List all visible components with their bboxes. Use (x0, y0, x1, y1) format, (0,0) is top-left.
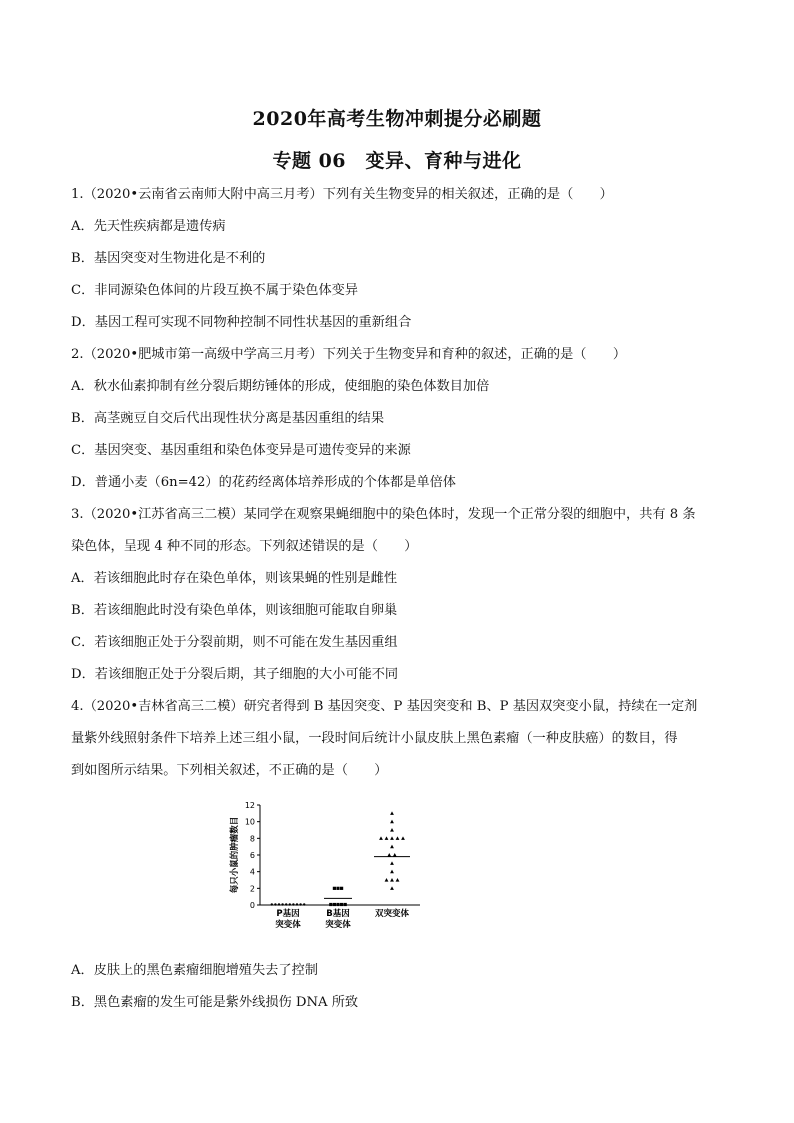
question-4-stem-line-1: 4.（2020•吉林省高三二模）研究者得到 B 基因突变、P 基因突变和 B、P 基因双突变小鼠，持续在一定剂 (71, 699, 698, 714)
question-2-stem: 2.（2020•肥城市第一高级中学高三月考）下列关于生物变异和育种的叙述，正确的是（ ） (71, 347, 627, 362)
x-tick-label: P基因 (276, 909, 300, 919)
y-tick-label: 4 (249, 867, 255, 877)
question-1-option-c: C．非同源染色体间的片段互换不属于染色体变异 (71, 283, 359, 298)
data-point-circle (289, 903, 291, 905)
question-4-stem-line-2: 量紫外线照射条件下培养上述三组小鼠，一段时间后统计小鼠皮肤上黑色素瘤（一种皮肤癌）的数目，得 (71, 731, 678, 746)
question-1-option-b: B．基因突变对生物进化是不利的 (71, 251, 266, 266)
data-point-circle (299, 903, 301, 905)
data-point-triangle (390, 861, 394, 865)
x-tick-label: B基因 (326, 909, 350, 919)
data-point-circle (278, 903, 280, 905)
data-point-triangle (390, 828, 394, 832)
y-axis-label: 每只小鼠的肿瘤数目 (230, 816, 240, 894)
data-point-triangle (385, 878, 389, 882)
question-3-option-b: B．若该细胞此时没有染色单体，则该细胞可能取自卵巢 (71, 603, 398, 618)
tumor-scatter-chart (220, 795, 430, 945)
question-1-option-a: A．先天性疾病都是遗传病 (71, 219, 226, 234)
y-tick-label: 0 (249, 901, 255, 910)
data-point-triangle (390, 878, 394, 882)
x-tick-label-line-2: 突变体 (275, 920, 301, 930)
question-1-stem: 1.（2020•云南省云南师大附中高三月考）下列有关生物变异的相关叙述，正确的是（ ） (71, 187, 613, 202)
y-tick-label: 2 (249, 884, 255, 894)
data-point-triangle (390, 870, 394, 874)
question-2-option-d: D．普通小麦（6n=42）的花药经离体培养形成的个体都是单倍体 (71, 475, 456, 490)
question-3-option-c: C．若该细胞正处于分裂前期，则不可能在发生基因重组 (71, 635, 398, 650)
data-point-circle (274, 903, 276, 905)
question-2-option-b: B．高茎豌豆自交后代出现性状分离是基因重组的结果 (71, 411, 385, 426)
page-title: 2020年高考生物冲刺提分必刷题 (252, 108, 542, 130)
data-point-square (344, 903, 347, 906)
data-point-triangle (390, 811, 394, 815)
x-tick-label-line-2: 突变体 (325, 920, 351, 930)
x-tick-label: 双突变体 (374, 909, 410, 919)
data-point-triangle (390, 886, 394, 890)
question-1-option-d: D．基因工程可实现不同物种控制不同性状基因的重新组合 (71, 315, 412, 330)
y-tick-label: 6 (249, 851, 255, 860)
data-point-triangle (390, 845, 394, 849)
question-4-option-a: A．皮肤上的黑色素瘤细胞增殖失去了控制 (71, 963, 318, 978)
question-2-option-a: A．秋水仙素抑制有丝分裂后期纺锤体的形成，使细胞的染色体数目加倍 (71, 379, 490, 394)
question-3-stem-line-1: 3.（2020•江苏省高三二模）某同学在观察果蝇细胞中的染色体时，发现一个正常分裂的细胞中，共有 8 条 (71, 507, 696, 522)
data-point-triangle (401, 836, 405, 840)
data-point-square (340, 903, 343, 906)
y-tick-label: 12 (244, 801, 255, 810)
data-point-triangle (390, 836, 394, 840)
data-point-triangle (379, 836, 383, 840)
question-3-stem-line-2: 染色体，呈现 4 种不同的形态。下列叙述错误的是（ ） (71, 539, 418, 554)
data-point-circle (281, 903, 283, 905)
data-point-square (333, 887, 336, 890)
data-point-triangle (385, 836, 389, 840)
data-point-triangle (387, 853, 391, 857)
question-4-stem-line-3: 到如图所示结果。下列相关叙述，不正确的是（ ） (71, 763, 388, 778)
question-3-option-d: D．若该细胞正处于分裂后期，其子细胞的大小可能不同 (71, 667, 399, 682)
data-point-square (340, 887, 343, 890)
data-point-circle (303, 903, 305, 905)
question-2-option-c: C．基因突变、基因重组和染色体变异是可遗传变异的来源 (71, 443, 411, 458)
data-point-square (333, 903, 336, 906)
data-point-circle (296, 903, 298, 905)
y-tick-label: 8 (249, 834, 255, 844)
question-4-option-b: B．黑色素瘤的发生可能是紫外线损伤 DNA 所致 (71, 995, 359, 1010)
page-subtitle: 专题 06 变异、育种与进化 (272, 150, 522, 172)
data-point-square (329, 903, 332, 906)
data-point-triangle (390, 820, 394, 824)
data-point-circle (271, 903, 273, 905)
y-tick-label: 10 (244, 817, 255, 827)
question-3-option-a: A．若该细胞此时存在染色单体，则该果蝇的性别是雌性 (71, 571, 398, 586)
data-point-circle (285, 903, 287, 905)
data-point-circle (292, 903, 294, 905)
data-point-triangle (393, 853, 397, 857)
data-point-square (336, 887, 339, 890)
data-point-triangle (396, 836, 400, 840)
data-point-square (336, 903, 339, 906)
data-point-triangle (396, 878, 400, 882)
